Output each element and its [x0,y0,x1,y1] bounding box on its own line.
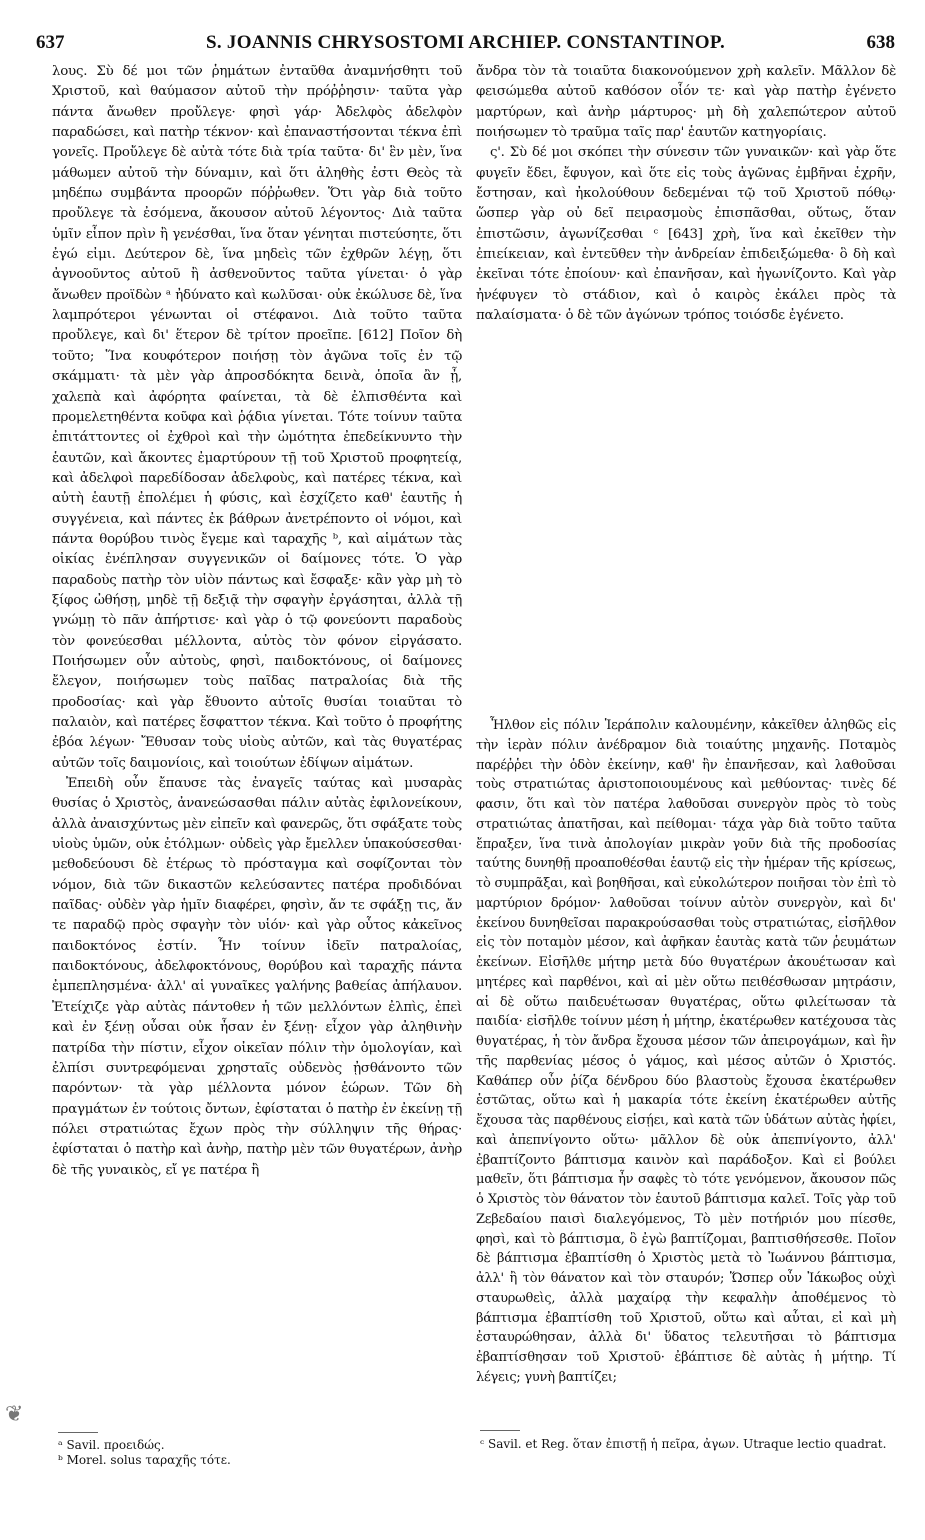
left-column [52,62,462,1417]
footnotes-right [480,1437,895,1452]
running-title: S. JOANNIS CHRYSOSTOMI ARCHIEP. CONSTANTINOP. [205,32,726,53]
footnotes-left [58,1438,458,1468]
left-paragraph-1: λους. Σὺ δέ μοι τῶν ῥημάτων ἐνταῦθα ἀναμνήσθητι τοῦ Χριστοῦ, καὶ θαύμασον αὐτοῦ τὴν πρόῤῥησιν· ταῦτα γὰρ πάντα ἄνωθεν προὔλεγε· φησὶ γάρ· Ἀδελφὸς ἀδελφὸν παραδώσει, καὶ πατὴρ τέκνον· καὶ ἐπαναστήσονται τέκνα ἐπὶ γονεῖς. Προὔλεγε δὲ αὐτὰ τότε διὰ τρία ταῦτα· δι' ἓν μὲν, ἵνα μάθωμεν αὐτοῦ τὴν δύναμιν, καὶ ὅτι ἀληθὴς ἐστι Θεὸς τὰ μηδέπω συμβάντα προορῶν πόῤῥωθεν. Ὅτι γὰρ διὰ τοῦτο προὔλεγε τὰ ἐσόμενα, ἄκουσον αὐτοῦ λέγοντος· Διὰ ταῦτα ὑμῖν εἶπον πρὶν ἢ γενέσθαι, ἵνα ὅταν γένηται πιστεύσητε, ὅτι ἐγώ εἰμι. Δεύτερον δὲ, ἵνα μηδεὶς τῶν ἐχθρῶν λέγῃ, ὅτι ἀγνοοῦντος αὐτοῦ ἢ ἀσθενοῦντος ταῦτα γίνεται· ὁ γὰρ ἄνωθεν προϊδὼν ᵃ ἠδύνατο καὶ κωλῦσαι· οὐκ ἐκώλυσε δὲ, ἵνα λαμπρότεροι γένωνται οἱ στέφανοι. Διὰ τοῦτο ταῦτα προὔλεγε, καὶ δι' ἕτερον δὲ τρίτον προεῖπε. [612] Ποῖον δὴ τοῦτο; Ἵνα κουφότερον ποιήσῃ τὸν ἀγῶνα τοῖς ἐν τῷ σκάμματι· τὰ μὲν γὰρ ἀπροσδόκητα δεινὰ, ὁποῖα ἂν ᾖ, χαλεπὰ καὶ ἀφόρητα φαίνεται, τὰ δὲ ἐλπισθέντα καὶ προμελετηθέντα κοῦφα καὶ ῥᾴδια γίνεται. Τότε τοίνυν ταῦτα ἐπιτάττοντες οἱ ἐχθροὶ καὶ τὴν ὠμότητα ἐπεδείκνυντο τὴν ἑαυτῶν, καὶ ἄκοντες ἐμαρτύρουν τῇ τοῦ Χριστοῦ προφητείᾳ, καὶ ἀδελφοὶ παρεδίδοσαν ἀδελφοὺς, καὶ πατέρες τέκνα, καὶ αὐτὴ ἑαυτῇ ἐπολέμει ἡ φύσις, καὶ ἐσχίζετο καθ' ἑαυτῆς ἡ συγγένεια, καὶ πάντες ἐκ βάθρων ἀνετρέποντο οἱ νόμοι, καὶ πάντα θορύβου τινὸς ἔγεμε καὶ ταραχῆς ᵇ, καὶ αἱμάτων τὰς οἰκίας ἐνέπλησαν συγγενικῶν οἱ δαίμονες τότε. Ὁ γὰρ παραδοὺς πατὴρ τὸν υἱὸν πάντως καὶ ἔσφαξε· κἂν γὰρ μὴ τὸ ξίφος ὠθήσῃ, μηδὲ τῇ δεξιᾷ τὴν σφαγὴν ἐργάσηται, ἀλλὰ τῇ γνώμῃ τὸ πᾶν ἀπήρτισε· καὶ γὰρ ὁ τῷ φονεύοντι παραδοὺς τὸν φονεύεσθαι μέλλοντα, αὐτὸς τὸν φόνον εἰργάσατο. Ποιήσωμεν οὖν αὐτοὺς, φησὶ, παιδοκτόνους, οἱ δαίμονες ἔλεγον, ποιήσωμεν τοὺς παῖδας πατραλοίας διὰ τῆς προδοσίας· καὶ γὰρ ἔθυοντο αὐτοῖς θυσίαι τοιαῦται τὸ παλαιὸν, καὶ πατέρες ἔσφαττον τέκνα. Καὶ τοῦτο ὁ προφήτης ἐβόα λέγων· Ἔθυσαν τοὺς υἱοὺς αὐτῶν, καὶ τὰς θυγατέρας αὐτῶν τοῖς δαιμονίοις, καὶ τοιούτων ἐδίψων αἱμάτων. [52,64,462,771]
right-column [476,62,896,713]
footnote-rule-right [480,1430,520,1431]
left-paragraph-2: Ἐπειδὴ οὖν ἔπαυσε τὰς ἐναγεῖς ταύτας καὶ μυσαρὰς θυσίας ὁ Χριστὸς, ἀνανεώσασθαι πάλιν αὐτὰς ἐφιλονείκουν, ἀλλὰ ἀναισχύντως μὲν εἰπεῖν καὶ φανερῶς, ὅτι σφάξατε τοὺς υἱοὺς ὑμῶν, οὐκ ἐτόλμων· οὐδεὶς γὰρ ἔμελλεν ὑπακούσεσθαι· μεθοδεύουσι δὲ ἑτέρως τὸ πρόσταγμα καὶ σοφίζονται τὸν νόμον, διὰ τῶν δικαστῶν κελεύσαντες πατέρα προδιδόναι παῖδας· οὐδὲν γὰρ ἡμῖν διαφέρει, φησὶν, ἄν τε σφάξῃ τις, ἄν τε παραδῷ πρὸς σφαγὴν τὸν υἱόν· καὶ γὰρ οὗτος κἀκεῖνος παιδοκτόνος ἐστίν. Ἦν τοίνυν ἰδεῖν πατραλοίας, παιδοκτόνους, ἀδελφοκτόνους, θορύβου καὶ ταραχῆς πάντα ἐμπεπλησμένα· ἀλλ' αἱ γυναῖκες γαλήνης βαθείας ἀπήλαυον. Ἐτείχιζε γὰρ αὐτὰς πάντοθεν ἡ τῶν μελλόντων ἐλπὶς, ἐπεὶ καὶ ἐν ξένῃ οὖσαι οὐκ ἦσαν ἐν ξένῃ· εἶχον γὰρ ἀληθινὴν πατρίδα τὴν πίστιν, εἶχον οἰκεῖαν πόλιν τὴν ὁμολογίαν, καὶ ἐλπίσι συντρεφόμεναι χρησταῖς οὐδενὸς ᾐσθάνοντο τῶν παρόντων· τὰ γὰρ μέλλοντα μόνον ἑώρων. Τῶν δὴ πραγμάτων ἐν τούτοις ὄντων, ἐφίσταται ὁ πατὴρ ἐν ἐκείνῃ τῇ πόλει στρατιώτας ἔχων πρὸς τὴν σύλληψιν τῆς θήρας· ἐφίσταται ὁ πατὴρ καὶ ἀνὴρ, πατὴρ μὲν τῶν θυγατέρων, ἀνὴρ δὲ τῆς γυναικὸς, εἴ γε πατέρα ἢ [52,776,462,1178]
right-paragraph-2: ς'. Σὺ δέ μοι σκόπει τὴν σύνεσιν τῶν γυναικῶν· καὶ γὰρ ὅτε φυγεῖν ἔδει, ἔφυγον, καὶ ὅτε εἰς τοὺς ἀγῶνας ἐμβῆναι ἐχρῆν, ἔστησαν, καὶ ἠκολούθουν δεδεμέναι τῷ τοῦ Χριστοῦ πόθῳ· ὥσπερ γὰρ οὐ δεῖ πειρασμοὺς ἐπισπᾶσθαι, οὕτως, ὅταν ἐπιστῶσιν, ἀγωνίζεσθαι ᶜ [643] χρὴ, ἵνα καὶ ἐκεῖθεν τὴν ἐπιείκειαν, καὶ ἐντεῦθεν τὴν ἀνδρείαν ἐπιδειξώμεθα· ὃ δὴ καὶ ἐκεῖναι τότε ἐποίουν· καὶ ἐπανῆσαν, καὶ ἠγωνίζοντο. Καὶ γὰρ ἠνέφυγεν τὸ στάδιον, καὶ ὁ καιρὸς ἐκάλει πρὸς τὰ παλαίσματα· ὁ δὲ τῶν ἀγώνων τρόπος τοιόσδε ἐγένετο. [476,145,896,324]
footnote-c: ᶜ Savil. et Reg. ὅταν ἐπιστῇ ἡ πεῖρα, ἀγων. Utraque lectio quadrat. [480,1437,887,1451]
footnote-rule-left [58,1432,98,1433]
right-paragraph-3: Ἦλθον εἰς πόλιν Ἱεράπολιν καλουμένην, κἀκεῖθεν ἀληθῶς εἰς τὴν ἱερὰν πόλιν ἀνέδραμον διὰ τοιαύτης μηχανῆς. Ποταμὸς παρέῤῥει τὴν ὁδὸν ἐκείνην, καθ' ἣν ἐπανῆεσαν, καὶ λαθοῦσαι τοὺς στρατιώτας ἀριστοποιουμένους καὶ μεθύοντας· τινὲς δέ φασιν, ὅτι καὶ τὸν πατέρα λαθοῦσαι συνεργὸν πρὸς τὸ τοὺς στρατιώτας ἀπατῆσαι, καὶ πείθομαι· τάχα γὰρ διὰ τοῦτο ταῦτα ἔπραξεν, ἵνα τινὰ ἀπολογίαν μικρὰν γοῦν διὰ τῆς προδοσίας ταύτης δυνηθῇ προαποθέσθαι ἑαυτῷ εἰς τὴν ἡμέραν τῆς κρίσεως, τὸ συμπρᾶξαι, καὶ βοηθῆσαι, καὶ εὐκολώτερον ποιῆσαι τὸν ἐπὶ τὸ μαρτύριον δρόμον· λαθοῦσαι τοίνυν αὐτὸν συνεργὸν, καὶ δι' ἐκείνου δυνηθεῖσαι παρακρούσασθαι τοὺς στρατιώτας, εἰσῆλθον εἰς τὸν ποταμὸν μέσον, καὶ ἀφῆκαν ἑαυτὰς κατὰ τῶν ῥευμάτων ἐκείνων. Εἰσῆλθε μήτηρ μετὰ δύο θυγατέρων ἀκουέτωσαν καὶ μητέρες καὶ παρθένοι, καὶ αἱ μὲν οὕτω πειθέσθωσαν μητράσιν, αἱ δὲ οὕτω παιδευέτωσαν θυγατέρας, οὕτω φιλείτωσαν τὰ παιδία· εἰσῆλθε τοίνυν μέση ἡ μήτηρ, ἑκατέρωθεν κατέχουσα τὰς θυγατέρας, ἡ τὸν ἄνδρα ἔχουσα μέσον τῶν ἀπειρογάμων, καὶ ἣν τῆς παρθενίας μέσος ὁ γάμος, καὶ μέσος αὐτῶν ὁ Χριστός. Καθάπερ οὖν ῥίζα δένδρου δύο βλαστοὺς ἔχουσα ἑκατέρωθεν ἑστῶτας, οὕτω καὶ ἡ μακαρία τότε ἐκείνη ἑκατέρωθεν αὐτῆς ἔχουσα τὰς παρθένους εἰσῄει, καὶ κατὰ τῶν ὑδάτων αὐτὰς ἠφίει, καὶ ἀπεπνίγοντο οὕτω· μᾶλλον δὲ οὐκ ἀπεπνίγοντο, ἀλλ' ἐβαπτίζοντο βάπτισμα καινὸν καὶ παράδοξον. Καὶ εἰ βούλει μαθεῖν, ὅτι βάπτισμα ἦν σαφὲς τὸ τότε γενόμενον, ἄκουσον πῶς ὁ Χριστὸς τὸν θάνατον τὸν ἑαυτοῦ βάπτισμα καλεῖ. Τοῖς γὰρ τοῦ Ζεβεδαίου παισὶ διαλεγόμενος, Τὸ μὲν ποτήριόν μου πίεσθε, φησὶ, καὶ τὸ βάπτισμα, ὃ ἐγὼ βαπτίζομαι, βαπτισθήσεσθε. Ποῖον δὲ βάπτισμα ἐβαπτίσθη ὁ Χριστὸς μετὰ τὸ Ἰωάννου βάπτισμα, ἀλλ' ἢ τὸν θάνατον καὶ τὸν σταυρόν; Ὥσπερ οὖν Ἰάκωβος οὐχὶ σταυρωθεὶς, ἀλλὰ μαχαίρᾳ τὴν κεφαλὴν ἀποθέμενος τὸ βάπτισμα ἐβαπτίσθη τοῦ Χριστοῦ, οὕτω καὶ αὗται, εἰ καὶ μὴ ἐσταυρώθησαν, ἀλλὰ δι' ὕδατος τελευτῆσαι τὸ βάπτισμα ἐβαπτίσθησαν τοῦ Χριστοῦ· ἐβάπτισε δὲ αὐτὰς ἡ μήτηρ. Τί λέγεις; γυνὴ βαπτίζει; [476,718,896,1385]
running-header [36,32,895,56]
footnote-a: ᵃ Savil. προειδώς. [58,1438,165,1452]
page-number-right: 638 [866,32,895,53]
page-number-left: 637 [36,32,65,53]
right-paragraph-1: ἄνδρα τὸν τὰ τοιαῦτα διακονούμενον χρὴ καλεῖν. Μᾶλλον δὲ φεισώμεθα αὐτοῦ καθόσον οἷόν τε· καὶ γὰρ πατὴρ ἐγένετο μαρτύρων, καὶ ἀνὴρ μάρτυρος· μὴ δὴ χαλεπώτερον αὐτοῦ ποιήσωμεν τὸ τραῦμα ταῖς παρ' ἑαυτῶν κατηγορίαις. [476,64,896,141]
right-column-continued [476,716,896,1416]
margin-mark-icon: ❦ [5,1402,24,1427]
footnote-b: ᵇ Morel. solus ταραχῆς τότε. [58,1453,231,1467]
